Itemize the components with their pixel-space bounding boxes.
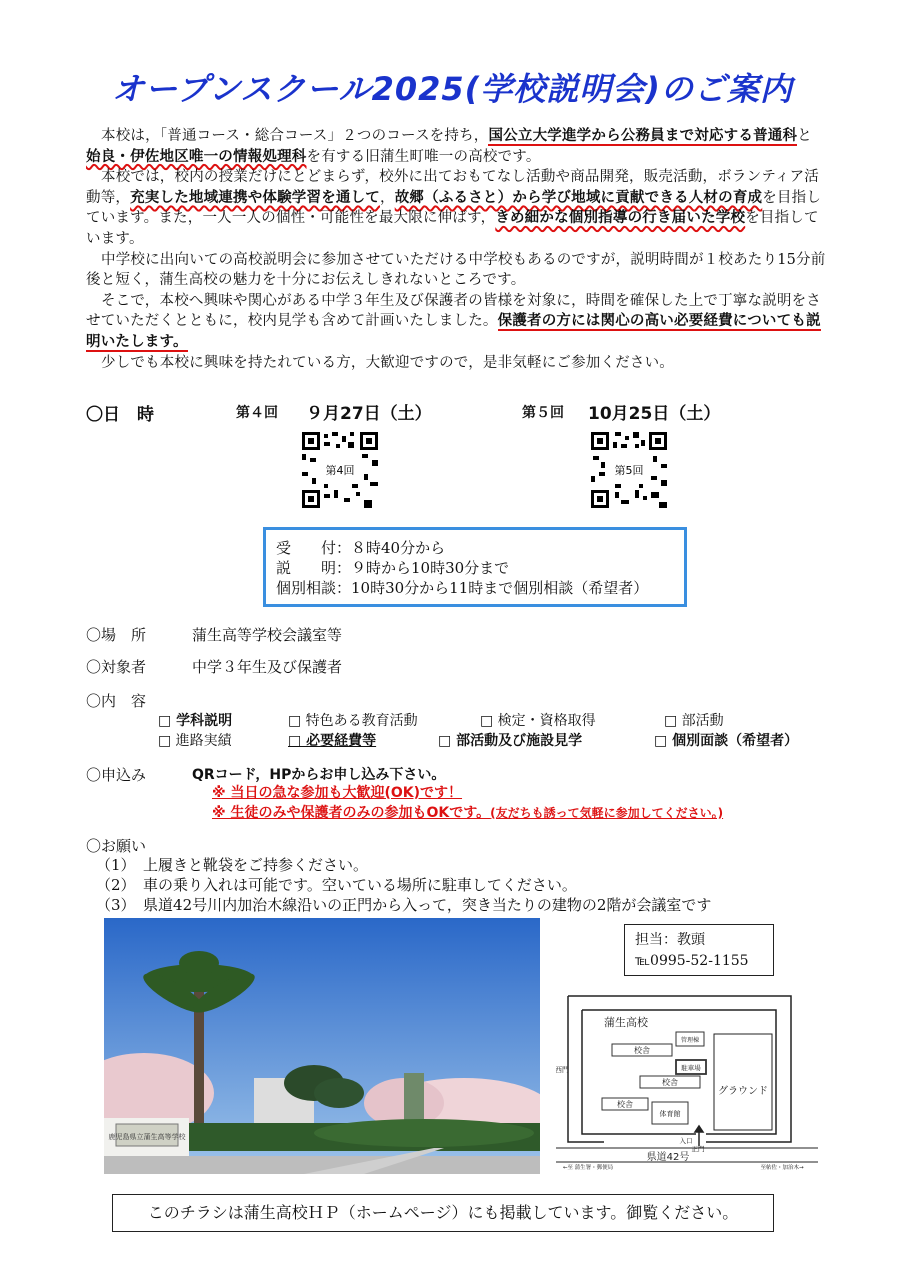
footer-note: このチラシは蒲生高校ＨＰ（ホームページ）にも掲載しています。御覧ください。 [112,1194,774,1232]
content-item: □ 進路実績 [158,733,232,749]
session5-label: 第５回 [522,405,564,421]
map-parking: 駐車場 [681,1064,701,1072]
content-item: □ 学科説明 [158,713,233,729]
map-main-gate: 正門 [691,1145,705,1153]
content-item: □ 検定・資格取得 [480,713,596,729]
contact-box [624,924,774,976]
content-item: □ 部活動 [664,713,724,729]
place-value: 蒲生高等学校会議室等 [192,626,343,644]
target-value: 中学３年生及び保護者 [192,658,343,676]
contact-phone: ℡0995-52-1155 [635,953,749,969]
apply-label: 〇申込み [86,766,147,784]
schedule-label: 〇日 時 [86,405,154,425]
map-gym: 体育館 [659,1110,681,1118]
qr-code-session4[interactable] [302,432,378,508]
qr-label-5: 第5回 [614,464,644,477]
qr-label-4: 第4回 [325,464,355,477]
request-label: 〇お願い [86,837,147,855]
intro-paragraph-3: 中学校に出向いての高校説明会に参加させていただける中学校もあるのですが，説明時間が１校あたり15分前後と短く，蒲生高校の魅力を十分にお伝えしきれないところです。 [86,251,826,289]
content-item: □ 必要経費等 [288,733,377,749]
request-item-1: （1） 上履きと靴袋をご持参ください。 [96,856,369,874]
school-photo [104,918,540,1174]
request-item-2: （2） 車の乗り入れは可能です。空いている場所に駐車してください。 [96,876,577,894]
intro-paragraph-5: 少しでも本校に興味を持たれている方，大歓迎ですので，是非気軽にご参加ください。 [101,354,675,371]
campus-map [556,992,818,1172]
target-label: 〇対象者 [86,658,147,676]
apply-note-1: ※ 当日の急な参加も大歓迎(OK)です！ [212,785,463,801]
intro-paragraph-2: 本校では，校内の授業だけにとどまらず，校外に出ておもてなし活動や商品開発，販売活動，ボランティア活動等，充実した地域連携や体験学習を通して，故郷（ふるさと）から学び地域に貢献できる人材の育成を目指しています。また，一人一人の個性・可能性を最大限に伸ばす，きめ細かな個別指導の行き届いた学校を目指しています。 [86,169,822,247]
place-label: 〇場 所 [86,626,147,644]
explanation-time: 説 明：９時から10時30分まで [276,559,510,577]
map-entrance: 入口 [679,1137,693,1145]
map-ground: グラウンド [718,1086,768,1097]
session4-date: ９月27日（土） [306,404,432,424]
map-building: 校舎 [634,1046,650,1055]
consultation-time: 個別相談：10時30分から11時まで個別相談（希望者） [276,579,649,597]
content-label: 〇内 容 [86,692,147,710]
map-right-direction: 至帖佐・加治木→ [760,1165,804,1171]
contact-person: 担当：教頭 [635,932,705,948]
apply-text: QRコード，HPからお申し込み下さい。 [192,767,446,783]
apply-note-2: ※ 生徒のみや保護者のみの参加もOKです。(友だちも誘って気軽に参加してください。) [212,805,724,821]
map-building: 管理棟 [680,1037,700,1044]
map-west-gate: 西門 [556,1066,569,1074]
intro-text [86,126,826,373]
intro-paragraph-1: 本校は，「普通コース・総合コース」２つのコースを持ち，国公立大学進学から公務員まで対応する普通科と始良・伊佐地区唯一の情報処理科を有する旧蒲生町唯一の高校です。 [86,128,812,165]
session4-label: 第４回 [236,405,278,421]
intro-paragraph-4: そこで，本校へ興味や関心がある中学３年生及び保護者の皆様を対象に，時間を確保した上で丁寧な説明をさせていただくとともに，校内見学も含めて計画いたしました。保護者の方には関心の高い必要経費についても説明いたします。 [86,292,822,350]
content-item: □ 個別面談（希望者） [654,733,799,749]
map-road: 県道42号 [646,1152,690,1163]
page-title: オープンスクール2025(学校説明会)のご案内 [112,70,793,108]
map-arrow [695,1126,703,1146]
session5-date: 10月25日（土） [588,404,721,424]
map-building: 校舎 [662,1078,678,1087]
map-school-name: 蒲生高校 [604,1016,648,1029]
content-item: □ 特色ある教育活動 [288,713,418,729]
request-item-3: （3） 県道42号川内加治木線沿いの正門から入って，突き当たりの建物の2階が会議室です [96,896,712,914]
time-info-box [263,527,687,607]
school-sign: 鹿児島県立蒲生高等学校 [108,1133,186,1141]
content-item: □ 部活動及び施設見学 [438,733,583,749]
map-building: 校舎 [617,1100,633,1109]
map-left-direction: ←至 蒲生署・郵便局 [562,1165,614,1171]
qr-code-session5[interactable] [591,432,667,508]
reception-time: 受 付：８時40分から [276,539,446,557]
